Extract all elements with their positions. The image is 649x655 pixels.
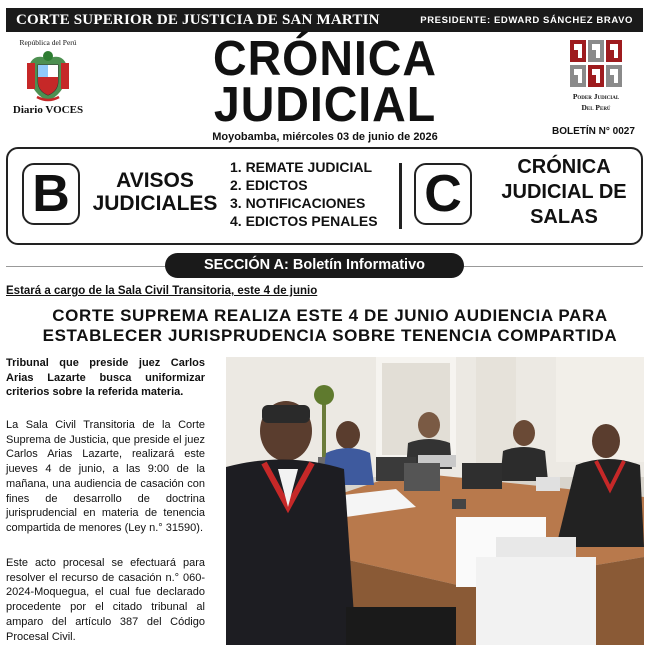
court-name: CORTE SUPERIOR DE JUSTICIA DE SAN MARTIN bbox=[16, 11, 380, 28]
list-item: 1. REMATE JUDICIAL bbox=[230, 159, 373, 175]
masthead-title-line2: JUDICIAL bbox=[213, 78, 437, 132]
judiciary-logo-block bbox=[548, 38, 644, 112]
coat-of-arms-icon bbox=[23, 49, 73, 103]
courtroom-photo-image bbox=[226, 357, 644, 645]
section-b-list bbox=[230, 158, 378, 230]
judiciary-name-line2: Del Perú bbox=[581, 103, 611, 112]
article-paragraph-2: Este acto procesal se efectuará para resolver el recurso de casación n.° 060-2024-Moquegua, el cual fue declarado procedente por el citado tribunal al amparo del artículo 387 del Código Procesal Civil. bbox=[6, 557, 205, 643]
article-headline: CORTE SUPREMA REALIZA ESTE 4 DE JUNIO AUDIENCIA PARA ESTABLECER JURISPRUDENCIA SOBRE TENENCIA COMPARTIDA bbox=[42, 306, 618, 345]
section-a-label: SECCIÓN A: Boletín Informativo bbox=[165, 253, 464, 278]
president-name: PRESIDENTE: EDWARD SÁNCHEZ BRAVO bbox=[420, 14, 633, 26]
top-bar bbox=[6, 8, 643, 32]
section-b-letter: B bbox=[22, 163, 80, 225]
judiciary-logo-icon bbox=[568, 38, 624, 90]
list-item: 3. NOTIFICACIONES bbox=[230, 195, 366, 211]
crest-top-text: República del Perú bbox=[19, 38, 77, 47]
judiciary-name-line1: Poder Judicial bbox=[572, 92, 620, 101]
section-b-title: AVISOS JUDICIALES bbox=[92, 169, 218, 215]
article-lead: Tribunal que preside juez Carlos Arias Lazarte busca uniformizar criterios sobre la referida materia. bbox=[6, 357, 205, 399]
section-c-letter: C bbox=[414, 163, 472, 225]
masthead-title-line1: CRÓNICA bbox=[213, 32, 437, 86]
hearing-photo bbox=[226, 357, 644, 645]
masthead bbox=[190, 32, 460, 143]
list-item: 4. EDICTOS PENALES bbox=[230, 213, 378, 229]
crest-bottom-text: Diario VOCES bbox=[12, 104, 84, 116]
list-item: 2. EDICTOS bbox=[230, 177, 308, 193]
article-paragraph-1: La Sala Civil Transitoria de la Corte Suprema de Justicia, que preside el juez Carlos Arias Lazarte, realizará este jueves 4 de junio, a las 9:00 de la mañana, una audiencia de casación con fines de desarrollo de doctrina jurisprudencial en materia de tenencia compartida de menores (Ley n.° 31590). bbox=[6, 419, 205, 534]
bulletin-number: BOLETÍN N° 0027 bbox=[552, 126, 635, 137]
section-divider bbox=[399, 163, 402, 229]
peru-crest bbox=[10, 38, 86, 128]
issue-date: Moyobamba, miércoles 03 de junio de 2026 bbox=[212, 131, 438, 143]
sections-box bbox=[6, 147, 643, 245]
section-c-title: CRÓNICA JUDICIAL DE SALAS bbox=[501, 156, 627, 228]
article-kicker: Estará a cargo de la Sala Civil Transitoria, este 4 de junio bbox=[6, 285, 318, 297]
